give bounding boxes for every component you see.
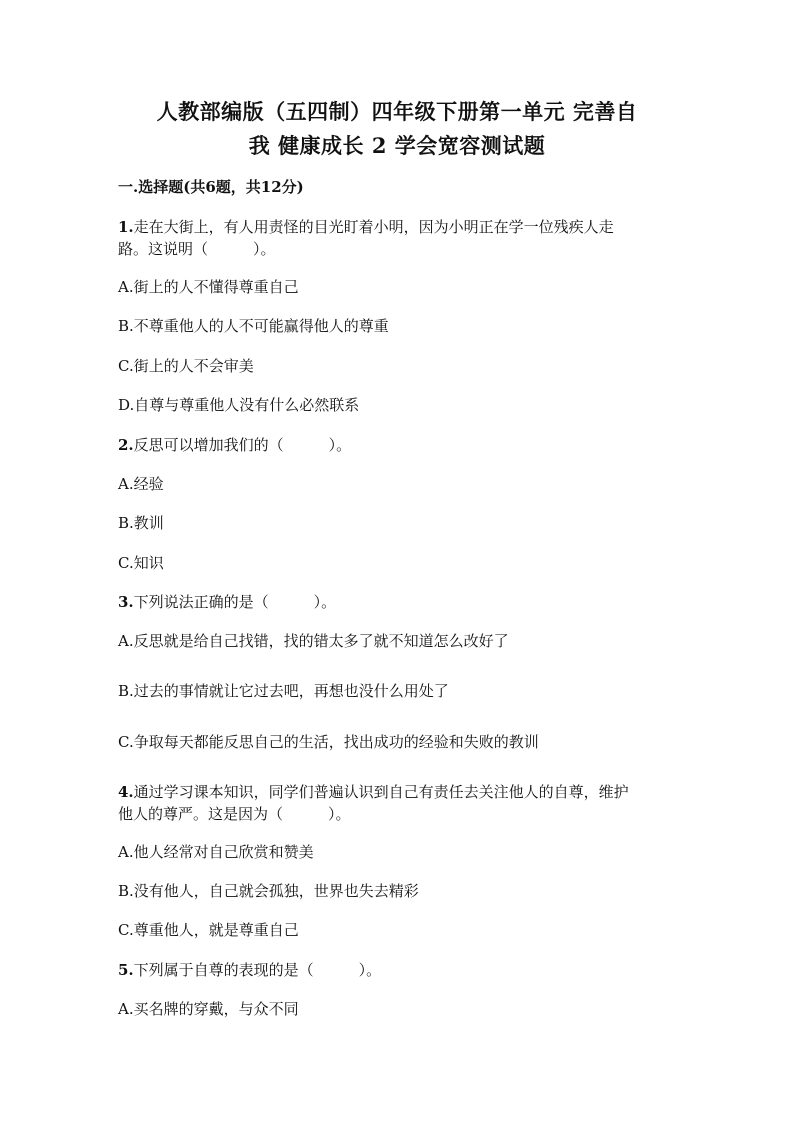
question-text: 反思可以增加我们的（ ）。	[133, 436, 352, 454]
question-3-stem	[118, 591, 678, 613]
question-4-option-b: B.没有他人，自己就会孤独，世界也失去精彩	[118, 882, 419, 900]
question-1-option-a: A.街上的人不懂得尊重自己	[118, 278, 299, 296]
question-number: 1.	[118, 218, 134, 236]
question-3-option-b: B.过去的事情就让它过去吧，再想也没什么用处了	[118, 682, 449, 700]
question-4-option-c: C.尊重他人，就是尊重自己	[118, 921, 299, 939]
question-1-option-c: C.街上的人不会审美	[118, 357, 254, 375]
question-4-option-a: A.他人经常对自己欣赏和赞美	[118, 843, 314, 861]
question-3-option-a: A.反思就是给自己找错，找的错太多了就不知道怎么改好了	[118, 632, 509, 650]
question-number: 4.	[118, 783, 134, 801]
question-number: 5.	[118, 961, 134, 979]
question-4-stem-line-2: 他人的尊严。这是因为（ ）。	[118, 805, 351, 823]
document-title-line-1: 人教部编版（五四制）四年级下册第一单元 完善自	[156, 99, 638, 124]
question-number: 3.	[118, 593, 134, 611]
question-1-option-b: B.不尊重他人的人不可能赢得他人的尊重	[118, 317, 389, 335]
question-number: 2.	[118, 436, 134, 454]
document-title-line-2: 我 健康成长 2 学会宽容测试题	[248, 133, 546, 158]
question-2-stem	[118, 434, 678, 456]
question-2-option-c: C.知识	[118, 554, 164, 572]
question-2-option-a: A.经验	[118, 475, 164, 493]
question-1-stem-line-2: 路。这说明（ ）。	[118, 240, 276, 258]
section-heading: 一.选择题(共6题，共12分)	[118, 178, 304, 196]
question-3-option-c: C.争取每天都能反思自己的生活，找出成功的经验和失败的教训	[118, 733, 539, 751]
question-2-option-b: B.教训	[118, 514, 164, 532]
question-1-stem-line-1	[118, 216, 678, 238]
question-text: 走在大街上，有人用责怪的目光盯着小明，因为小明正在学一位残疾人走	[133, 218, 614, 236]
question-5-stem	[118, 959, 678, 981]
question-text: 下列说法正确的是（ ）。	[133, 593, 337, 611]
question-text: 下列属于自尊的表现的是（ ）。	[133, 961, 382, 979]
question-5-option-a: A.买名牌的穿戴，与众不同	[118, 1000, 299, 1018]
question-1-option-d: D.自尊与尊重他人没有什么必然联系	[118, 396, 360, 414]
question-text: 通过学习课本知识，同学们普遍认识到自己有责任去关注他人的自尊，维护	[133, 783, 629, 801]
question-4-stem-line-1	[118, 781, 678, 803]
